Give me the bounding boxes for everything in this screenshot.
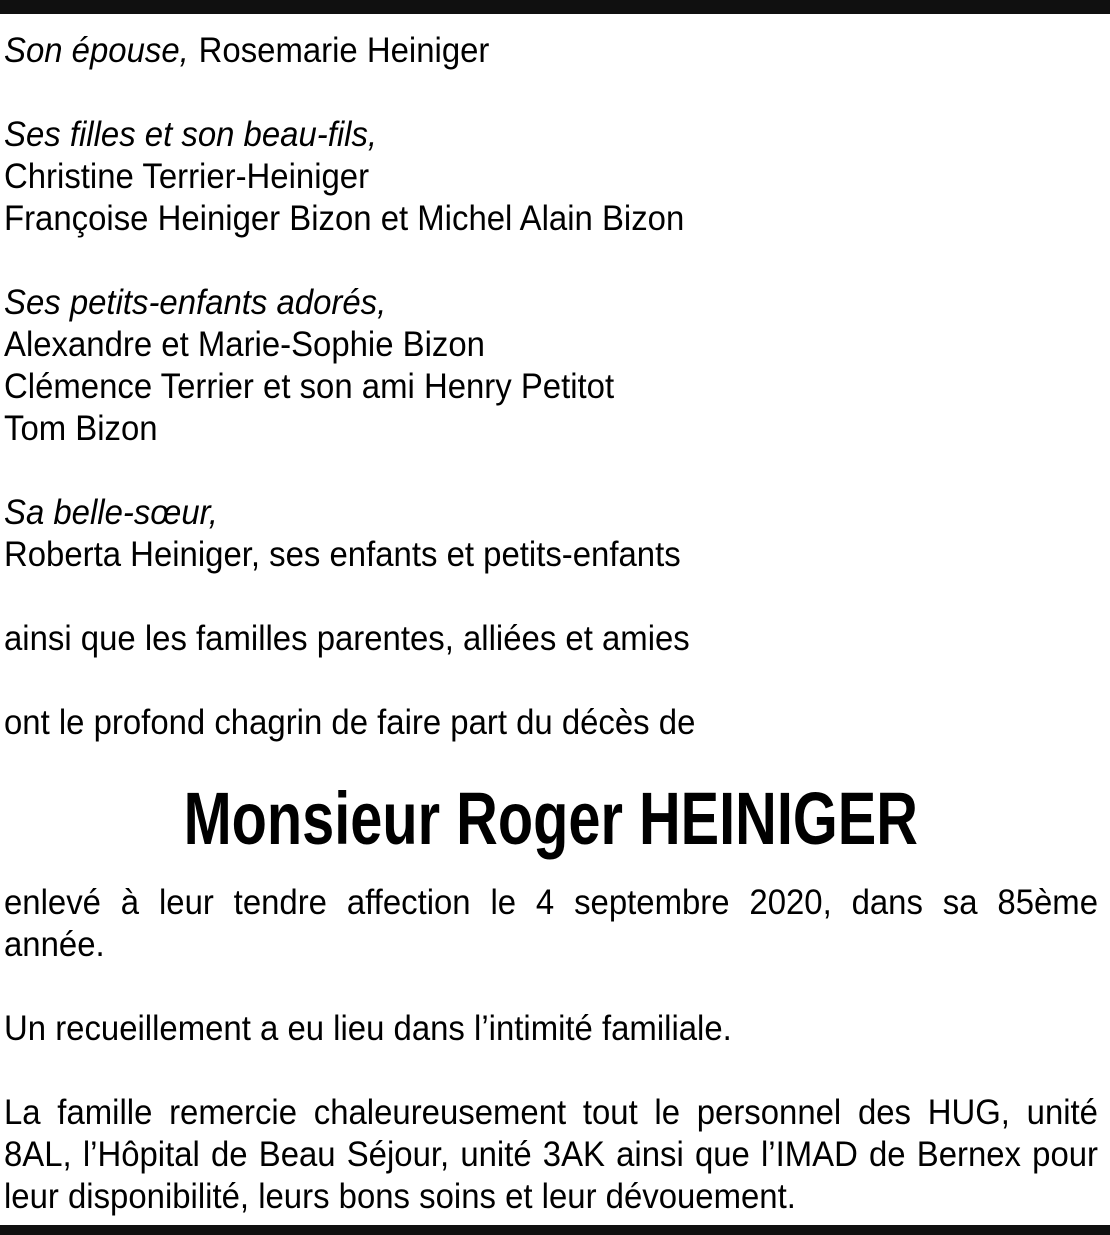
bottom-border-rule (0, 1225, 1110, 1235)
relative-name: Clémence Terrier et son ami Henry Petitot (4, 367, 615, 406)
death-details-line: année. (4, 925, 105, 964)
thanks-line: La famille remercie chaleureusement tout le personnel des HUG, unité (4, 1093, 1098, 1132)
family-group-spouse (4, 30, 1098, 72)
relation-label: Sa belle-sœur, (4, 493, 218, 532)
family-group-grandchildren (4, 282, 1098, 450)
notice-body (0, 14, 1110, 1218)
deceased-name: Monsieur Roger HEINIGER (183, 777, 919, 860)
family-group-daughters (4, 114, 1098, 240)
thanks-line: leur disponibilité, leurs bons soins et leur dévouement. (4, 1177, 796, 1216)
allied-families-line: ainsi que les familles parentes, alliées et amies (4, 619, 690, 658)
top-border-rule (0, 0, 1110, 14)
thanks-line: 8AL, l’Hôpital de Beau Séjour, unité 3AK ainsi que l’IMAD de Bernex pour (4, 1135, 1098, 1174)
family-group-sister-in-law (4, 492, 1098, 576)
relative-name: Roberta Heiniger, ses enfants et petits-enfants (4, 535, 681, 574)
relative-name: Rosemarie Heiniger (198, 31, 490, 70)
thanks-paragraph (4, 1092, 1098, 1218)
deceased-name-heading (4, 774, 1098, 864)
relative-name: Françoise Heiniger Bizon et Michel Alain Bizon (4, 199, 685, 238)
relative-name: Alexandre et Marie-Sophie Bizon (4, 325, 485, 364)
ceremony-line: Un recueillement a eu lieu dans l’intimité familiale. (4, 1009, 732, 1048)
death-details-paragraph (4, 882, 1098, 966)
relative-name: Christine Terrier-Heiniger (4, 157, 370, 196)
relation-label: Ses petits-enfants adorés, (4, 283, 387, 322)
relative-name: Tom Bizon (4, 409, 158, 448)
announcement-line: ont le profond chagrin de faire part du décès de (4, 703, 696, 742)
death-details-line: enlevé à leur tendre affection le 4 septembre 2020, dans sa 85ème (4, 883, 1098, 922)
family-line (4, 30, 1098, 72)
relation-label: Ses filles et son beau-fils, (4, 115, 378, 154)
relation-label: Son épouse, (4, 31, 189, 70)
